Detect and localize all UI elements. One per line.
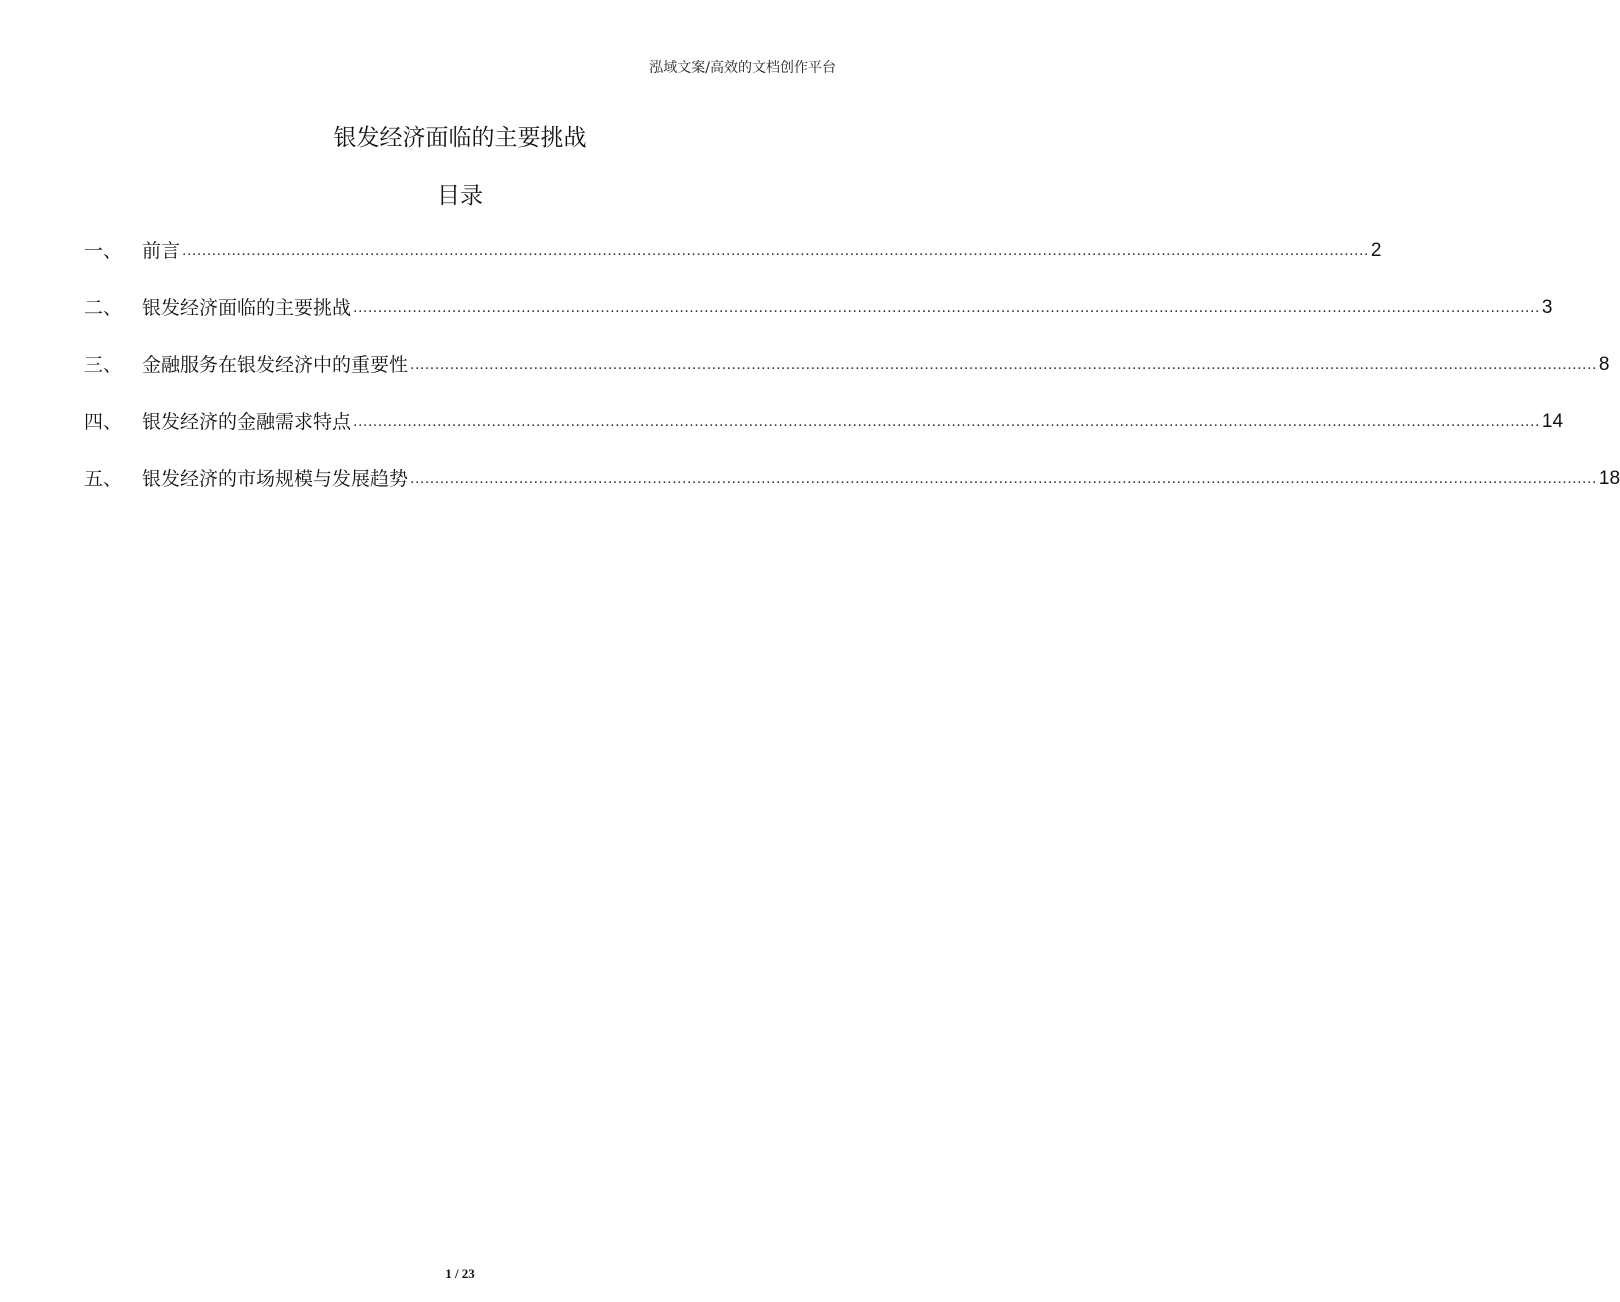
- toc-entry-number: 五、: [84, 468, 123, 490]
- document-title: 银发经济面临的主要挑战: [333, 125, 587, 151]
- toc-dot-leader: ................................................................................................................................................................................................................................................: [410, 470, 1597, 487]
- toc-entry-number: 一、: [84, 240, 123, 262]
- toc-dot-leader: ................................................................................................................................................................................................................................................: [410, 356, 1597, 373]
- toc-dot-leader: ................................................................................................................................................................................................................................................: [353, 299, 1540, 316]
- toc-entry-page[interactable]: 18: [1598, 468, 1620, 489]
- page-number-indicator: 1 / 23: [445, 1266, 475, 1281]
- toc-entry-5[interactable]: [84, 464, 1620, 521]
- toc-entry-page[interactable]: 14: [1541, 411, 1564, 432]
- toc-entry-label[interactable]: 前言: [142, 240, 181, 262]
- page-header: 泓域文案/高效的文档创作平台: [649, 60, 836, 76]
- toc-entry-page[interactable]: 2: [1370, 240, 1382, 261]
- table-of-contents: [84, 236, 1620, 521]
- toc-entry-label[interactable]: 金融服务在银发经济中的重要性: [142, 354, 409, 376]
- toc-entry-page[interactable]: 3: [1541, 297, 1553, 318]
- toc-dot-leader: ................................................................................................................................................................................................................................................: [182, 242, 1369, 259]
- toc-entry-number: 二、: [84, 297, 123, 319]
- toc-entry-3[interactable]: [84, 350, 1610, 407]
- toc-heading: 目录: [437, 183, 483, 209]
- toc-entry-label[interactable]: 银发经济面临的主要挑战: [142, 297, 352, 319]
- toc-entry-4[interactable]: [84, 407, 1564, 464]
- toc-dot-leader: ................................................................................................................................................................................................................................................: [353, 413, 1540, 430]
- toc-entry-page[interactable]: 8: [1598, 354, 1610, 375]
- toc-entry-number: 三、: [84, 354, 123, 376]
- toc-entry-number: 四、: [84, 411, 123, 433]
- toc-entry-1[interactable]: [84, 236, 1382, 293]
- toc-entry-label[interactable]: 银发经济的金融需求特点: [142, 411, 352, 433]
- toc-entry-2[interactable]: [84, 293, 1553, 350]
- toc-entry-label[interactable]: 银发经济的市场规模与发展趋势: [142, 468, 409, 490]
